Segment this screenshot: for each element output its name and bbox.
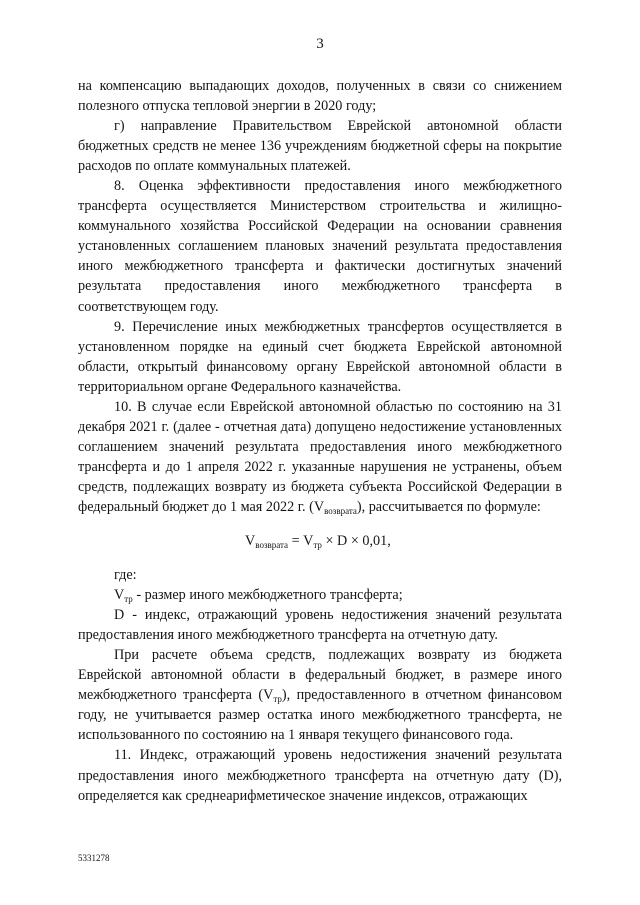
formula-vtr-subscript: тр [313,540,322,551]
paragraph-10 [78,397,562,517]
formula-v-subscript: возврата [255,540,289,551]
formula-v: V [245,533,256,550]
document-body [78,76,562,806]
paragraph-10-text: 10. В случае если Еврейской автономной областью по состоянию на 31 декабря 2021 г. (далее - отчетная дата) допущено недостижение установленных соглашением значений результата предоставления иного межбюджетного трансферта и до 1 апреля 2022 г. указанные нарушения не устранены, объем средств, подлежащих возврату из бюджета субъекта Российской Федерации в федеральный бюджет до 1 мая 2022 г. (V [78,398,562,515]
return-formula [78,531,562,551]
definition-vtr [78,585,562,605]
paragraph-10-subscript: возврата [324,505,357,516]
paragraph-11: 11. Индекс, отражающий уровень недостижения значений результата предоставления иного межбюджетного трансферта на отчетную дату (D), определяется как среднеарифметическое значение индексов, отражающих [78,747,562,804]
paragraph-calculation-subscript: тр [273,694,282,705]
paragraph-10-tail: ), рассчитывается по формуле: [356,498,541,515]
formula-rest: × D × 0,01, [321,533,391,550]
paragraph-calculation [78,645,562,745]
paragraph-compensation: на компенсацию выпадающих доходов, полученных в связи со снижением полезного отпуска тепловой энергии в 2020 году; [78,78,562,115]
document-code: 5331278 [78,853,110,863]
definition-vtr-subscript: тр [124,594,133,605]
where-label: где: [114,567,137,584]
paragraph-item-g: г) направление Правительством Еврейской автономной области бюджетных средств не менее 136 учреждениям бюджетной сферы на покрытие расходов по оплате коммунальных платежей. [78,118,562,175]
paragraph-9: 9. Перечисление иных межбюджетных трансфертов осуществляется в установленном порядке на единый счет бюджета Еврейской автономной области, открытый финансовому органу Еврейской автономной области в территориальном органе Федерального казначейства. [78,318,562,395]
paragraph-calculation-text: При расчете объема средств, подлежащих возврату из бюджета Еврейской автономной области в федеральный бюджет, в размере иного межбюджетного трансферта (V [78,647,562,704]
definition-vtr-text: - размер иного межбюджетного трансферта; [132,587,403,604]
paragraph-calculation-tail: ), предоставленного в отчетном финансовом году, не учитывается размер остатка иного межбюджетного трансферта, не использованного по состоянию на 1 января текущего финансового года. [78,687,562,744]
page-number: 3 [316,36,324,52]
paragraph-8: 8. Оценка эффективности предоставления иного межбюджетного трансферта осуществляется Министерством строительства и жилищно-коммунального хозяйства Российской Федерации на основании сравнения установленных соглашением плановых значений результата предоставления иного межбюджетного трансферта и фактически достигнутых значений результата предоставления иного межбюджетного трансферта в соответствующем году. [78,178,562,315]
definition-vtr-symbol: V [114,587,125,604]
definition-d: D - индекс, отражающий уровень недостижения значений результата предоставления иного межбюджетного трансферта на отчетную дату. [78,607,562,644]
formula-equals: = V [288,533,314,550]
